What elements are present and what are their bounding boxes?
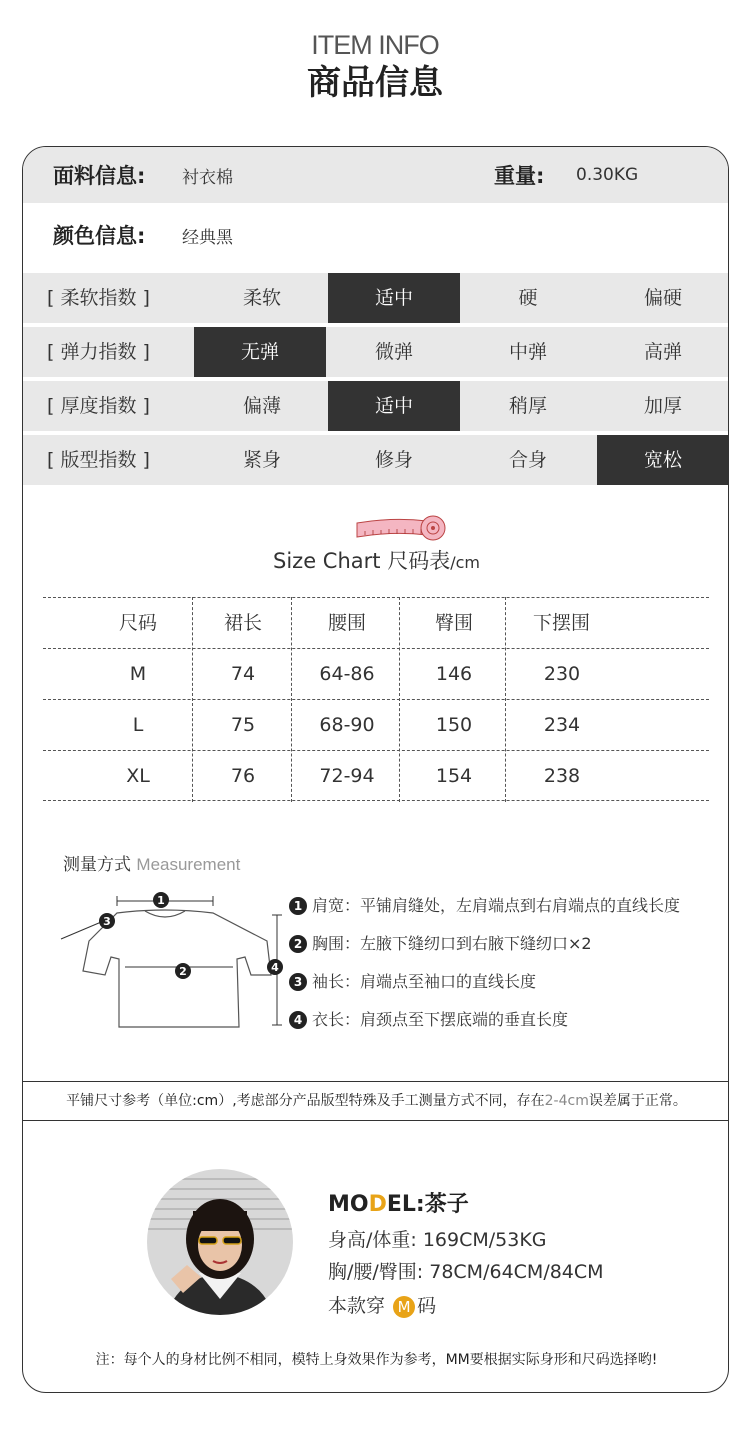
table-cell: M [129, 663, 147, 685]
table-cell: 76 [230, 765, 256, 787]
index-option: 柔软 [242, 287, 281, 309]
measurement-text: 袖长：肩端点至袖口的直线长度 [312, 972, 537, 991]
measurement-item [289, 925, 680, 963]
wear-suffix: 码 [417, 1295, 437, 1317]
title-zh: 商品信息 [307, 63, 443, 103]
index-option: 紧身 [242, 449, 281, 471]
table-cell: L [132, 714, 144, 736]
table-header: 腰围 [327, 612, 366, 634]
table-cell: 154 [435, 765, 473, 787]
index-option: 硬 [518, 287, 538, 309]
table-header: 尺码 [118, 612, 157, 634]
note-text-end: 误差属于正常。 [588, 1093, 687, 1109]
note-highlight: 2-4cm [544, 1093, 589, 1109]
table-row [43, 750, 709, 801]
weight-label: 重量: [494, 164, 545, 188]
number-badge: 1 [289, 897, 307, 915]
measurement-list [289, 887, 680, 1039]
table-cell: 75 [230, 714, 256, 736]
svg-text:3: 3 [103, 915, 111, 928]
fit-index-row [23, 435, 729, 485]
thickness-index-row [23, 381, 729, 431]
table-cell: 68-90 [319, 714, 375, 736]
model-title-accent: D [368, 1192, 387, 1217]
size-chart-title [23, 545, 729, 575]
number-badge: 4 [289, 1011, 307, 1029]
table-divider [192, 597, 193, 802]
table-cell: 74 [230, 663, 256, 685]
measurement-text: 肩宽：平铺肩缝处，左肩端点到右肩端点的直线长度 [312, 896, 681, 915]
size-chart-unit: /cm [450, 553, 480, 572]
fabric-value: 衬衣棉 [182, 167, 233, 188]
index-option: 稍厚 [508, 395, 547, 417]
wear-prefix: 本款穿 [328, 1295, 386, 1317]
measuring-tape-icon [353, 515, 449, 541]
model-title-part: MO [328, 1192, 369, 1217]
weight-value: 0.30KG [576, 165, 639, 185]
index-label: [ 厚度指数 ] [47, 395, 150, 417]
header [0, 28, 750, 104]
number-badge: 3 [289, 973, 307, 991]
note-text: 平铺尺寸参考（单位:cm）,考虑部分产品版型特殊及手工测量方式不同，存在 [66, 1093, 545, 1109]
index-option: 微弹 [374, 341, 413, 363]
fabric-weight-row [23, 147, 729, 203]
index-label: [ 弹力指数 ] [47, 341, 150, 363]
index-option: 合身 [508, 449, 547, 471]
table-cell: 146 [435, 663, 473, 685]
index-option: 修身 [374, 449, 413, 471]
table-row [43, 699, 709, 750]
model-title-rest: EL:茶子 [386, 1192, 469, 1217]
model-avatar [147, 1169, 293, 1315]
model-height-weight: 身高/体重: 169CM/53KG [328, 1229, 547, 1251]
table-cell: 72-94 [319, 765, 375, 787]
product-info-card [22, 146, 729, 1393]
index-option: 中弹 [508, 341, 547, 363]
model-wear-size [328, 1291, 436, 1318]
model-measurements: 胸/腰/臀围: 78CM/64CM/84CM [328, 1261, 604, 1283]
measurement-title-en: Measurement [136, 855, 241, 874]
model-name [328, 1187, 469, 1218]
svg-text:4: 4 [271, 961, 279, 974]
color-row [23, 207, 729, 263]
svg-text:1: 1 [157, 894, 165, 907]
svg-text:2: 2 [179, 965, 187, 978]
title-en: ITEM INFO [311, 30, 439, 60]
softness-index-row [23, 273, 729, 323]
color-label: 颜色信息: [53, 224, 146, 248]
shirt-diagram-icon [53, 879, 293, 1029]
number-badge: 2 [289, 935, 307, 953]
table-cell: 234 [543, 714, 581, 736]
table-row [43, 648, 709, 699]
index-option: 无弹 [194, 327, 326, 377]
measurement-title [63, 850, 240, 875]
measurement-item [289, 887, 680, 925]
measurement-title-zh: 测量方式 [63, 855, 131, 875]
table-cell: 230 [543, 663, 581, 685]
index-option: 偏硬 [643, 287, 682, 309]
index-option: 偏薄 [242, 395, 281, 417]
fabric-label: 面料信息: [53, 164, 146, 188]
index-option: 高弹 [643, 341, 682, 363]
table-header: 裙长 [223, 612, 262, 634]
table-header: 臀围 [434, 612, 473, 634]
measurement-item [289, 963, 680, 1001]
table-divider [399, 597, 400, 802]
measurement-item [289, 1001, 680, 1039]
size-chart-title-en: Size Chart [273, 549, 381, 573]
table-cell: 64-86 [319, 663, 375, 685]
table-header-row [43, 597, 709, 648]
table-divider [291, 597, 292, 802]
footer-note: 注：每个人的身材比例不相同，模特上身效果作为参考，MM要根据实际身形和尺码选择哟! [95, 1352, 658, 1368]
table-divider [505, 597, 506, 802]
measurement-note [23, 1081, 729, 1121]
size-chart-title-zh: 尺码表 [387, 549, 451, 573]
index-option: 宽松 [597, 435, 729, 485]
index-option: 适中 [328, 273, 460, 323]
table-cell: XL [126, 765, 150, 787]
measurement-text: 衣长：肩颈点至下摆底端的垂直长度 [312, 1010, 569, 1029]
index-option: 加厚 [643, 395, 682, 417]
table-cell: 150 [435, 714, 473, 736]
elasticity-index-row [23, 327, 729, 377]
table-cell: 238 [543, 765, 581, 787]
measurement-text: 胸围：左腋下缝纫口到右腋下缝纫口×2 [312, 934, 592, 953]
index-label: [ 柔软指数 ] [47, 287, 150, 309]
table-header: 下摆围 [533, 612, 591, 634]
color-value: 经典黑 [182, 227, 233, 248]
index-option: 适中 [328, 381, 460, 431]
wear-size-badge: M [393, 1296, 415, 1318]
index-label: [ 版型指数 ] [47, 449, 150, 471]
